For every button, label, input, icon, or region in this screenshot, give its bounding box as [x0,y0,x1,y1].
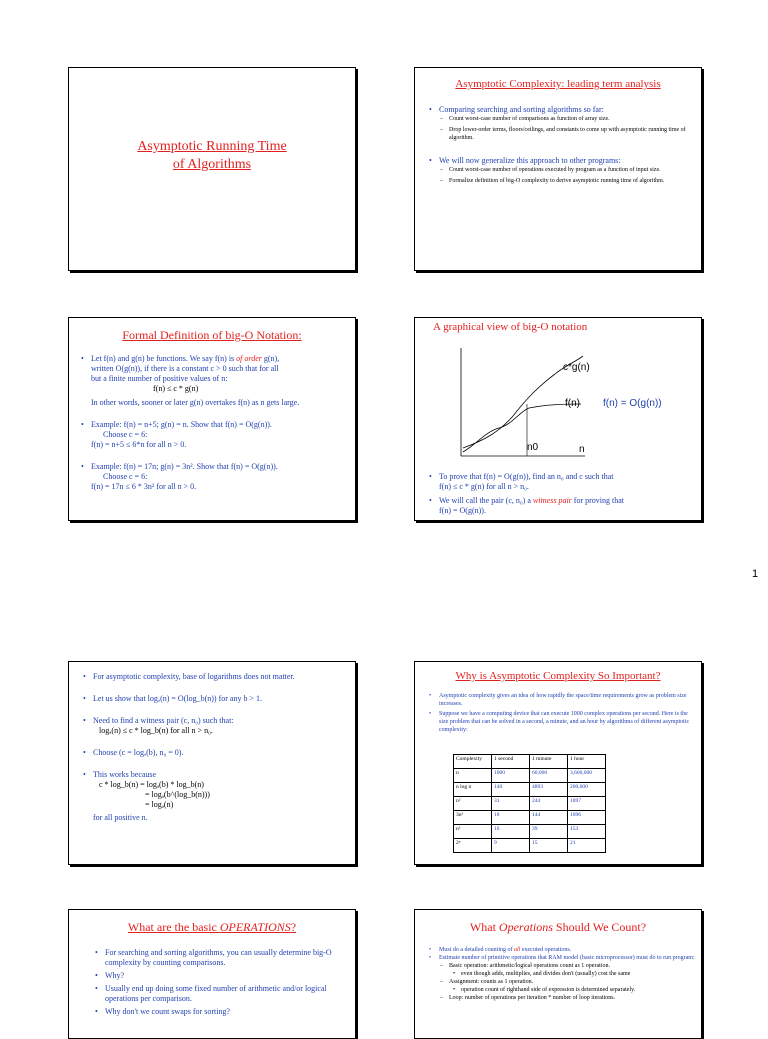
witness-text-c: f(n) = O(g(n)). [439,506,486,515]
slide-7-bullets [95,948,345,1017]
bullet [429,105,689,115]
bullet-text-a: Must do a detailed counting of [439,947,514,953]
slide-6-bullets [429,692,691,734]
bullet [83,770,351,823]
table-header-row [454,755,606,769]
bullet [95,1007,345,1017]
table-cell: 9 [492,839,530,853]
f-curve [463,404,581,452]
slide-8-title [415,920,701,935]
slide-3 [68,317,356,521]
table-cell: 21 [568,839,606,853]
sub-sub-bullet [429,970,695,978]
definition-bullet [81,354,349,408]
bullet [429,710,691,734]
sub-bullet-text: Loop: number of operations per iteration * number of loop iterations. [449,995,616,1001]
table-cell: 10 [492,825,530,839]
bullet [83,694,351,704]
sub-bullet [429,994,695,1002]
bullet-text: Why don't we count swaps for sorting? [105,1007,230,1016]
prove-text-a: • To prove that f(n) = O(g(n)), find an n₀ and c such that [439,472,614,481]
slide-8-bullets [429,946,695,1002]
page-number: 1 [752,568,759,580]
table-cell: Complexity [454,755,492,769]
def-emphasis: of order [236,354,262,363]
bullet-text: We will now generalize this approach to other programs: [439,156,621,165]
label-n0: n0 [527,442,539,453]
title-text-b: ? [290,920,297,934]
slide-3-title: Formal Definition of big-O Notation: [122,328,302,342]
title-text-b: Should We Count? [552,920,647,934]
prove-bullet [429,472,697,492]
table-cell: 1 minute [530,755,568,769]
bullet [83,748,351,758]
table-cell: n² [454,797,492,811]
table-cell: n³ [454,825,492,839]
slide-6-title: Why is Asymptotic Complexity So Important? [455,670,661,682]
sub-bullet-text: Assignment: counts as 1 operation. [449,979,534,985]
bullet-text: For searching and sorting algorithms, you can usually determine big-O complexity by counting comparisons. [105,948,332,967]
bullet [95,984,345,1004]
slide-4-body [429,472,697,516]
slide-1 [68,67,356,271]
table-cell: n [454,769,492,783]
table-cell: 1096 [568,811,606,825]
sub-bullet-text: Count worst-case number of comparisons as function of array size. [449,116,610,122]
bullet-emphasis: all [514,947,521,953]
title-text-a: What are the basic [127,920,220,934]
table-row [454,783,606,797]
table-cell: 153 [568,825,606,839]
slide-7-title [69,920,355,935]
def-formula: f(n) ≤ c * g(n) [153,384,199,393]
bullet-text: Suppose we have a computing device that can execute 1000 complex operations per second. Here is the size problem that can be solved in a second, a minute, and an hour by algorithms of different asymptotic complexity: [439,711,690,733]
bullet-text: • This works because [93,770,157,779]
bullet-text: Estimate number of primitive operations that RAM model (basic microprocessor) must do to run program: [439,955,695,961]
slide-2 [414,67,702,271]
derivation-line-1: c * log_b(n) = logₐ(b) * log_b(n) [99,780,204,789]
table-cell: 140 [492,783,530,797]
derivation-line-3: = logₐ(n) [145,800,174,809]
complexity-table-body [454,755,606,853]
example-2-bullet [81,462,349,492]
table-row [454,769,606,783]
label-n: n [579,444,585,455]
sub-bullet-text: Count worst-case number of operations executed by program as a function of input size. [449,167,661,173]
table-cell: 2ⁿ [454,839,492,853]
title-line-1: Asymptotic Running Time [137,139,287,154]
table-cell: 1 hour [568,755,606,769]
def-text-c: written O(g(n)), if there is a constant c > 0 such that for all [91,364,279,373]
label-f: f(n) [565,398,580,409]
derivation-line-4: for all positive n. [93,813,148,822]
bullet-text: Comparing searching and sorting algorithms so far: [439,105,604,114]
table-cell: 200,000 [568,783,606,797]
witness-text-a: We will call the pair (c, n₀) a [439,496,533,505]
slide-6 [414,661,702,865]
def-text-d: but a finite number of positive values of n: [91,374,228,383]
def-text-b: g(n), [261,354,280,363]
slide-4 [414,317,702,521]
table-cell: 144 [530,811,568,825]
bullet [429,946,695,954]
big-o-graph [415,336,702,486]
table-cell: 15 [530,839,568,853]
table-cell: n log n [454,783,492,797]
table-cell: 60,000 [530,769,568,783]
bullet [95,971,345,981]
table-cell: 4893 [530,783,568,797]
prove-text-b: f(n) ≤ c * g(n) for all n > n₀. [439,482,529,491]
slide-7 [68,909,356,1039]
slide-5 [68,661,356,865]
sub-bullet-text: Drop lower-order terms, floors/ceilings, and constants to come up with asymptotic running time of algorithm. [449,127,686,141]
example-2-choose: Choose c = 6: [103,472,148,481]
sub-bullet [429,962,695,970]
table-cell: 1000 [492,769,530,783]
sub-bullet [429,978,695,986]
example-1-choose: Choose c = 6: [103,430,148,439]
title-emphasis: OPERATIONS [219,920,291,934]
slide-4-title: A graphical view of big-O notation [433,321,588,333]
bullet-text: Let us show that logₐ(n) = O(log_b(n)) for any b > 1. [93,694,262,703]
table-cell: 1897 [568,797,606,811]
table-cell: 1 second [492,755,530,769]
table-row [454,811,606,825]
bullet [429,156,689,166]
example-1-bullet [81,420,349,450]
bullet-text: For asymptotic complexity, base of logarithms does not matter. [93,672,295,681]
witness-bullet [429,496,697,516]
bullet-text: Choose (c = logₐ(b), n₀ = 0). [93,748,184,757]
bullet-text: • Need to find a witness pair (c, n₀) such that: [93,716,234,725]
example-2-text: • Example: f(n) = 17n; g(n) = 3n². Show that f(n) = O(g(n)). [91,462,278,471]
table-cell: 3n² [454,811,492,825]
def-text-e: In other words, sooner or later g(n) overtakes f(n) as n gets large. [91,398,300,407]
derivation-line-2: = logₐ(b^(log_b(n))) [145,790,210,799]
example-1-text: • Example: f(n) = n+5; g(n) = n. Show that f(n) = O(g(n)). [91,420,272,429]
table-cell: 39 [530,825,568,839]
title-emphasis: Operations [498,920,553,934]
sub-sub-bullet-text: even though adds, multiplies, and divides don't (usually) cost the same [461,971,631,977]
witness-text-b: for proving that [571,496,625,505]
bullet [83,672,351,682]
slide-3-body [81,354,349,492]
label-equation: f(n) = O(g(n)) [603,398,662,409]
table-row [454,825,606,839]
sub-sub-bullet [429,986,695,994]
slide-2-bullets [429,105,689,185]
def-text-a: Let f(n) and g(n) be functions. We say f(n) is [91,354,237,363]
complexity-table [453,754,606,853]
table-cell: 244 [530,797,568,811]
sub-bullet [429,166,689,174]
sub-sub-bullet-text: operation count of righthand side of expression is determined separately. [461,987,636,993]
witness-emphasis: witness pair [532,496,572,505]
bullet-text: Asymptotic complexity gives an idea of how rapidly the space/time requirements grow as problem size increases. [439,693,687,707]
title-line-2: of Algorithms [172,157,252,172]
title-text-a: What [469,920,499,934]
slide-8 [414,909,702,1039]
table-cell: 31 [492,797,530,811]
bullet-text: Why? [105,971,125,980]
sub-bullet [429,115,689,123]
table-cell: 18 [492,811,530,825]
example-2-result: f(n) = 17n ≤ 6 * 3n² for all n > 0. [91,482,197,491]
slide-1-title [69,138,355,174]
sub-bullet-text: Basic operation: arithmetic/logical operations count as 1 operation. [449,963,610,969]
bullet-text: Usually end up doing some fixed number of arithmetic and/or logical operations per comparison. [105,984,327,1003]
example-1-result: f(n) = n+5 ≤ 6*n for all n > 0. [91,440,187,449]
label-cg: c*g(n) [563,362,590,373]
sub-bullet [429,177,689,185]
table-row [454,797,606,811]
bullet [95,948,345,968]
bullet [83,716,351,736]
bullet-text-b: executed operations. [520,947,572,953]
sub-bullet [429,126,689,142]
bullet [429,692,691,708]
table-cell: 3,600,000 [568,769,606,783]
slide-5-body [83,672,351,823]
bullet [429,954,695,962]
table-row [454,839,606,853]
bullet-formula: logₐ(n) ≤ c * log_b(n) for all n > n₀. [99,726,213,735]
sub-bullet-text: Formalize definition of big-O complexity to derive asymptotic running time of algorithm. [449,178,665,184]
slide-2-title: Asymptotic Complexity: leading term analysis [455,78,661,90]
